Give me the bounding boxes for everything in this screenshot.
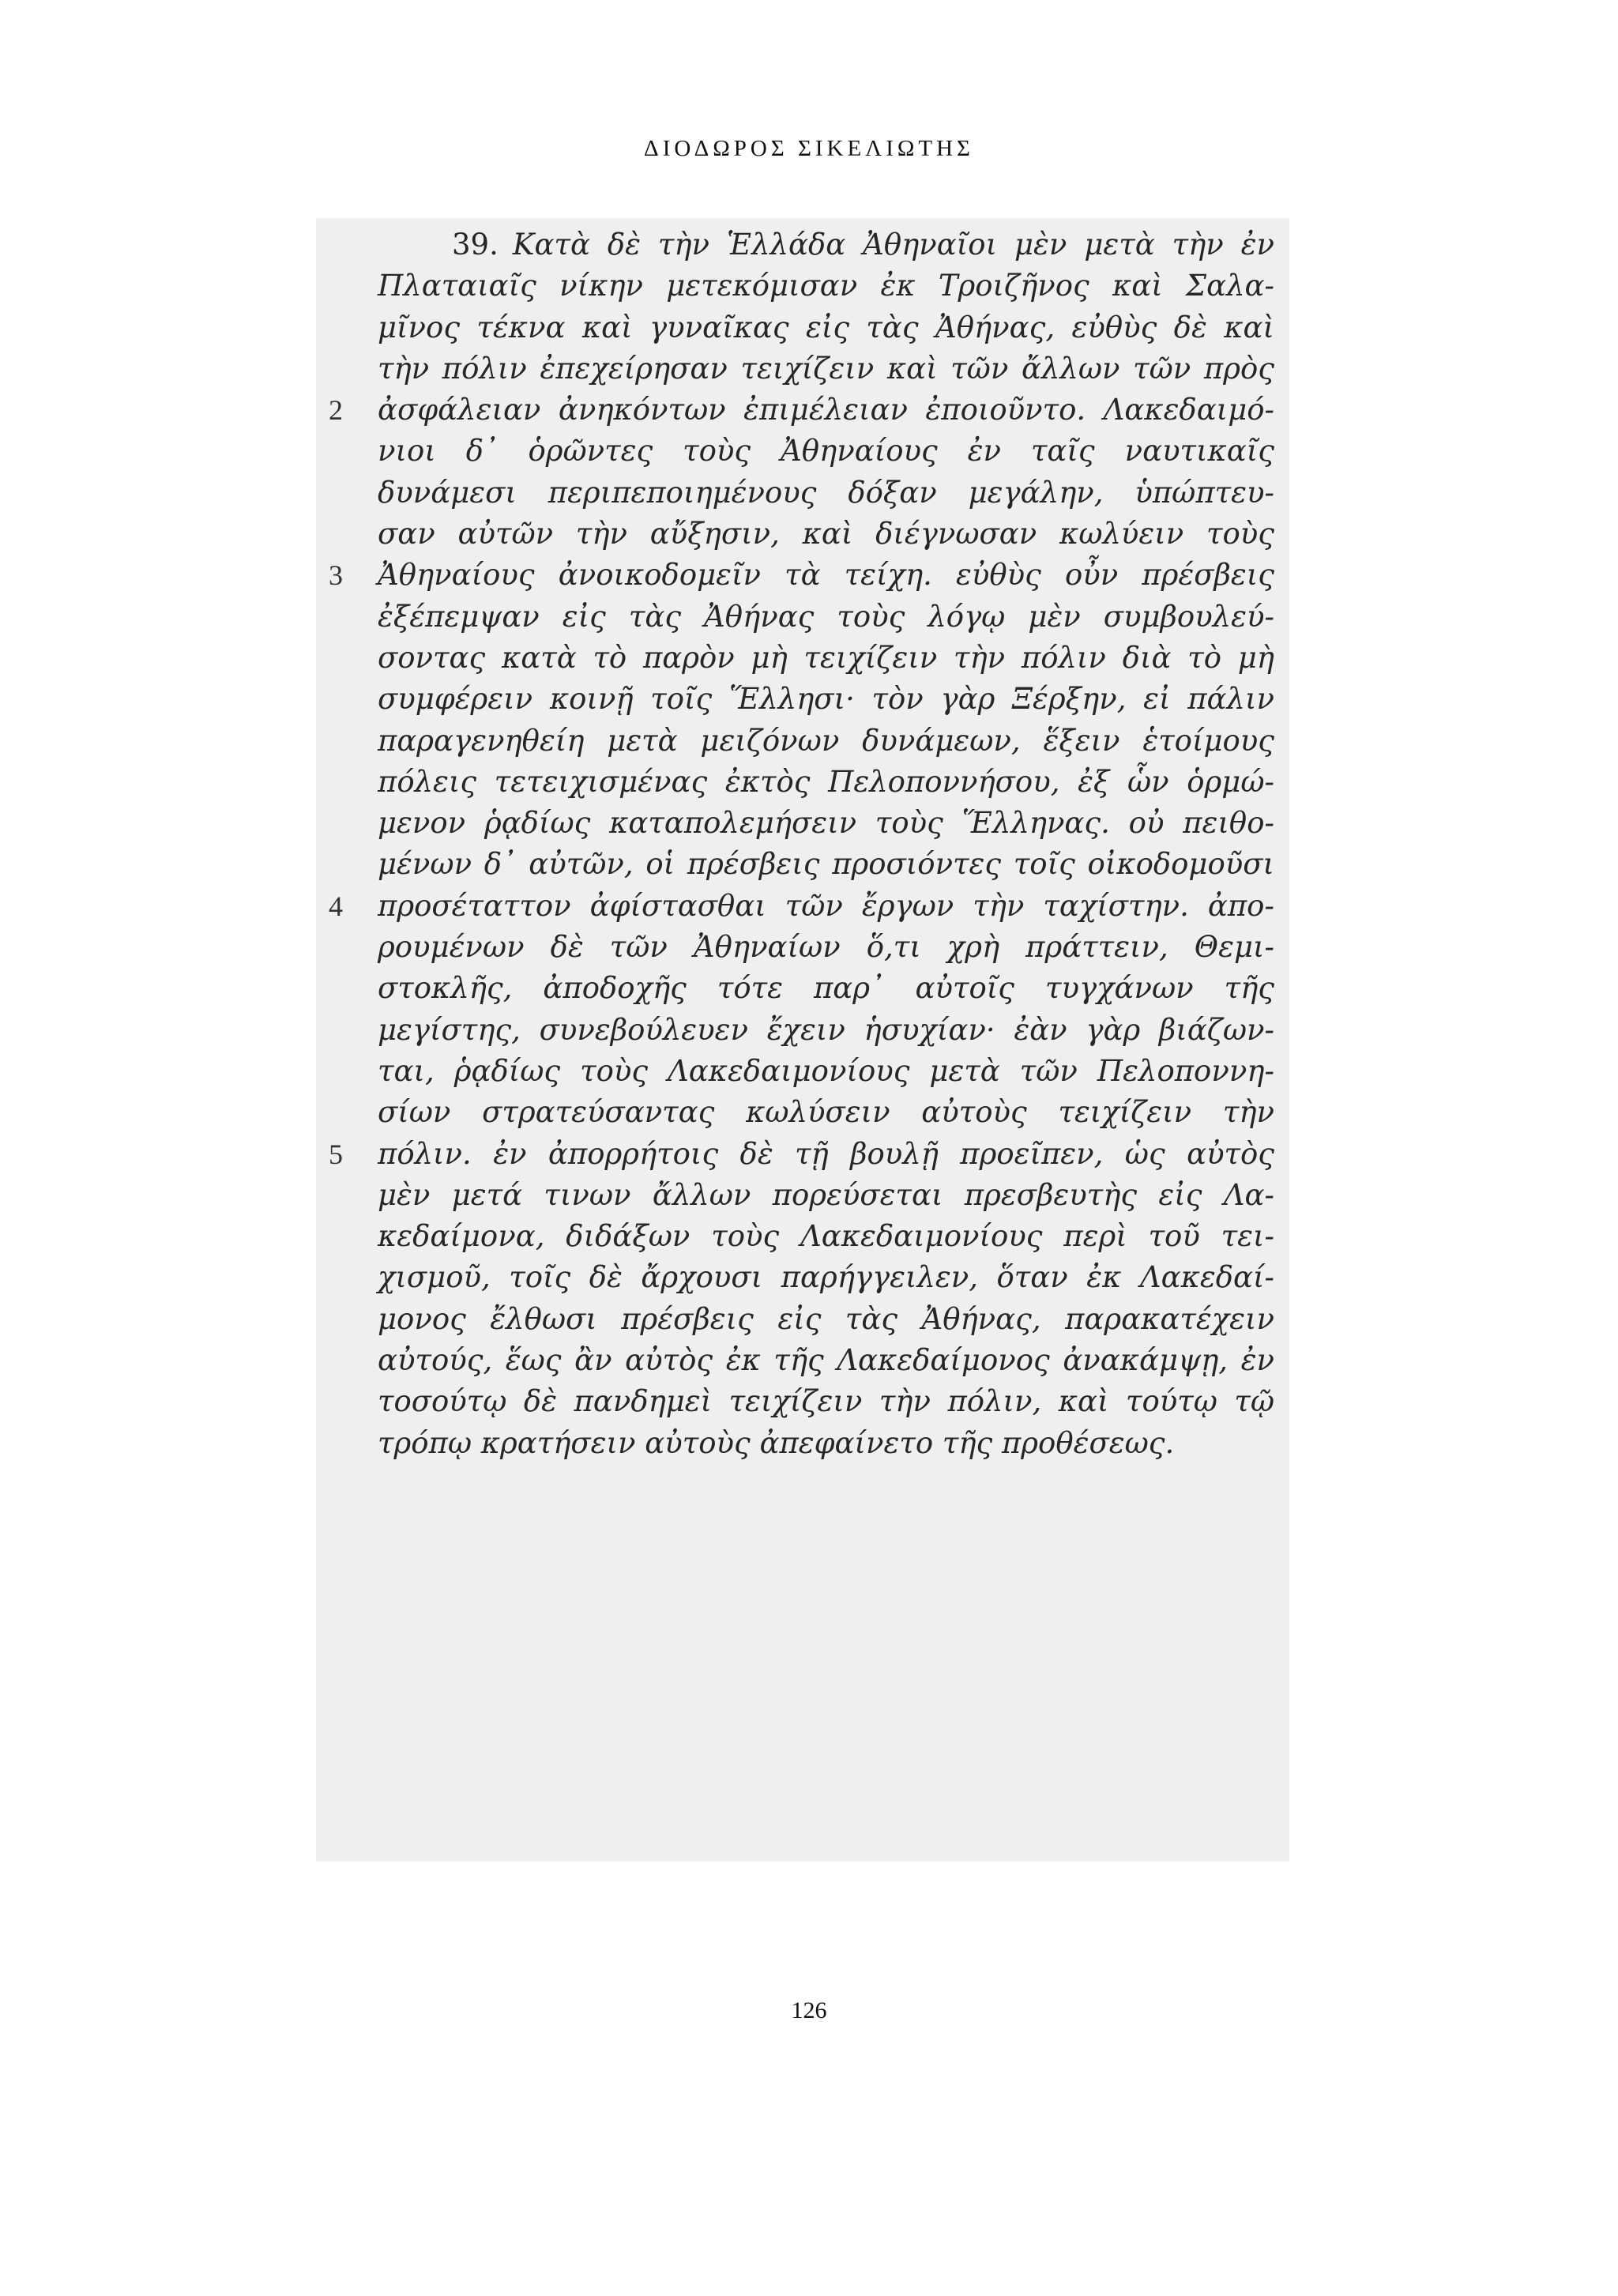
line-text: μεγίστης, συνεβούλευεν ἔχειν ἡσυχίαν· ἐὰν γὰρ βιάζων- [378, 1012, 1275, 1047]
line-text: σίων στρατεύσαντας κωλύσειν αὐτοὺς τειχίζειν τὴν [378, 1095, 1275, 1130]
text-line [378, 927, 1274, 968]
text-line [378, 1051, 1274, 1092]
text-line [378, 638, 1274, 679]
text-line [378, 1423, 1274, 1464]
line-text: τὴν πόλιν ἐπεχείρησαν τειχίζειν καὶ τῶν ἄλλων τῶν πρὸς [378, 351, 1274, 386]
line-text: μονος ἔλθωσι πρέσβεις εἰς τὰς Ἀθήνας, παρακατέχειν [378, 1301, 1274, 1336]
text-line [329, 555, 1275, 596]
text-line [378, 431, 1274, 472]
page-number: 126 [791, 1997, 827, 2023]
running-head: ΔΙΟΔΩΡΟΣ ΣΙΚΕΛΙΩΤΗΣ [644, 136, 974, 161]
line-text: αὐτούς, ἕως ἂν αὐτὸς ἐκ τῆς Λακεδαίμονος ἀνακάμψῃ, ἐν [378, 1343, 1274, 1378]
line-text: μῖνος τέκνα καὶ γυναῖκας εἰς τὰς Ἀθήνας, εὐθὺς δὲ καὶ [378, 310, 1274, 344]
line-text: μένων δ᾽ αὐτῶν, οἱ πρέσβεις προσιόντες τοῖς οἰκοδομοῦσι [378, 847, 1274, 882]
text-line [378, 1216, 1274, 1257]
line-text: Ἀθηναίους ἀνοικοδομεῖν τὰ τείχη. εὐθὺς οὖν πρέσβεις [378, 558, 1275, 593]
text-line [378, 1092, 1274, 1133]
line-text: σαν αὐτῶν τὴν αὔξησιν, καὶ διέγνωσαν κωλύειν τοὺς [378, 517, 1275, 551]
line-body: Κατὰ δὲ τὴν Ἑλλάδα Ἀθηναῖοι μὲν μετὰ τὴν ἐν [512, 228, 1274, 262]
margin-paragraph-number: 4 [329, 890, 343, 922]
text-line [378, 844, 1274, 885]
line-text: προσέταττον ἀφίστασθαι τῶν ἔργων τὴν ταχίστην. ἀπο- [378, 888, 1274, 923]
line-text: πόλιν. ἐν ἀπορρήτοις δὲ τῇ βουλῇ προεῖπεν, ὡς αὐτὸς [378, 1136, 1275, 1171]
text-line [329, 886, 1274, 927]
line-text: στοκλῆς, ἀποδοχῆς τότε παρ᾽ αὐτοῖς τυγχάνων τῆς [378, 971, 1275, 1006]
text-line [378, 348, 1274, 390]
text-line [378, 1381, 1274, 1422]
line-text: ἀσφάλειαν ἀνηκόντων ἐπιμέλειαν ἐποιοῦντο. Λακεδαιμό- [378, 393, 1275, 427]
line-text: Πλαταιαῖς νίκην μετεκόμισαν ἐκ Τροιζῆνος καὶ Σαλα- [378, 269, 1275, 303]
text-line [378, 265, 1274, 307]
text-line [378, 803, 1274, 844]
line-text: μὲν μετά τινων ἄλλων πορεύσεται πρεσβευτὴς εἰς Λα- [378, 1177, 1275, 1212]
line-text: μενον ῥᾳδίως καταπολεμήσειν τοὺς Ἕλληνας. οὐ πειθο- [378, 806, 1274, 841]
text-line [378, 721, 1274, 762]
line-text: σοντας κατὰ τὸ παρὸν μὴ τειχίζειν τὴν πόλιν διὰ τὸ μὴ [378, 640, 1274, 675]
line-text: κεδαίμονα, διδάξων τοὺς Λακεδαιμονίους περὶ τοῦ τει- [378, 1219, 1275, 1254]
line-text: συμφέρειν κοινῇ τοῖς Ἕλλησι· τὸν γὰρ Ξέρξην, εἰ πάλιν [378, 682, 1274, 717]
text-line [378, 1010, 1274, 1051]
line-text: παραγενηθείη μετὰ μειζόνων δυνάμεων, ἕξειν ἑτοίμους [378, 723, 1274, 758]
text-line [378, 514, 1274, 555]
margin-paragraph-number: 3 [329, 559, 343, 592]
text-block [329, 224, 1275, 1464]
margin-paragraph-number: 5 [329, 1138, 343, 1170]
text-line [378, 307, 1274, 348]
text-line [378, 1340, 1274, 1381]
line-text: χισμοῦ, τοῖς δὲ ἄρχουσι παρήγγειλεν, ὅταν ἐκ Λακεδαί- [378, 1260, 1275, 1295]
line-text: τρόπῳ κρατήσειν αὐτοὺς ἀπεφαίνετο τῆς προθέσεως. [378, 1425, 1175, 1460]
text-line [378, 1299, 1274, 1340]
text-line [378, 224, 1274, 265]
line-text: ρουμένων δὲ τῶν Ἀθηναίων ὅ,τι χρὴ πράττειν, Θεμι- [378, 930, 1275, 965]
text-line [378, 1175, 1274, 1216]
text-line [329, 390, 1275, 431]
line-text: ἐξέπεμψαν εἰς τὰς Ἀθήνας τοὺς λόγῳ μὲν συμβουλεύ- [378, 599, 1274, 634]
text-line [378, 597, 1274, 638]
line-text: δυνάμεσι περιπεποιημένους δόξαν μεγάλην, ὑπώπτευ- [378, 475, 1274, 510]
section-number: 39. [452, 228, 499, 262]
text-line [378, 762, 1274, 803]
text-line [378, 1257, 1274, 1298]
line-text: τοσούτῳ δὲ πανδημεὶ τειχίζειν τὴν πόλιν, καὶ τούτῳ τῷ [378, 1384, 1274, 1419]
text-line [378, 472, 1274, 514]
text-line [329, 1134, 1275, 1175]
text-line [378, 679, 1274, 720]
line-text [452, 224, 1274, 265]
line-text: ται, ῥᾳδίως τοὺς Λακεδαιμονίους μετὰ τῶν Πελοποννη- [378, 1053, 1274, 1088]
line-text: πόλεις τετειχισμένας ἐκτὸς Πελοποννήσου, ἐξ ὧν ὁρμώ- [378, 764, 1275, 799]
text-line [378, 968, 1274, 1009]
line-text: νιοι δ᾽ ὁρῶντες τοὺς Ἀθηναίους ἐν ταῖς ναυτικαῖς [378, 434, 1275, 469]
margin-paragraph-number: 2 [329, 394, 343, 427]
